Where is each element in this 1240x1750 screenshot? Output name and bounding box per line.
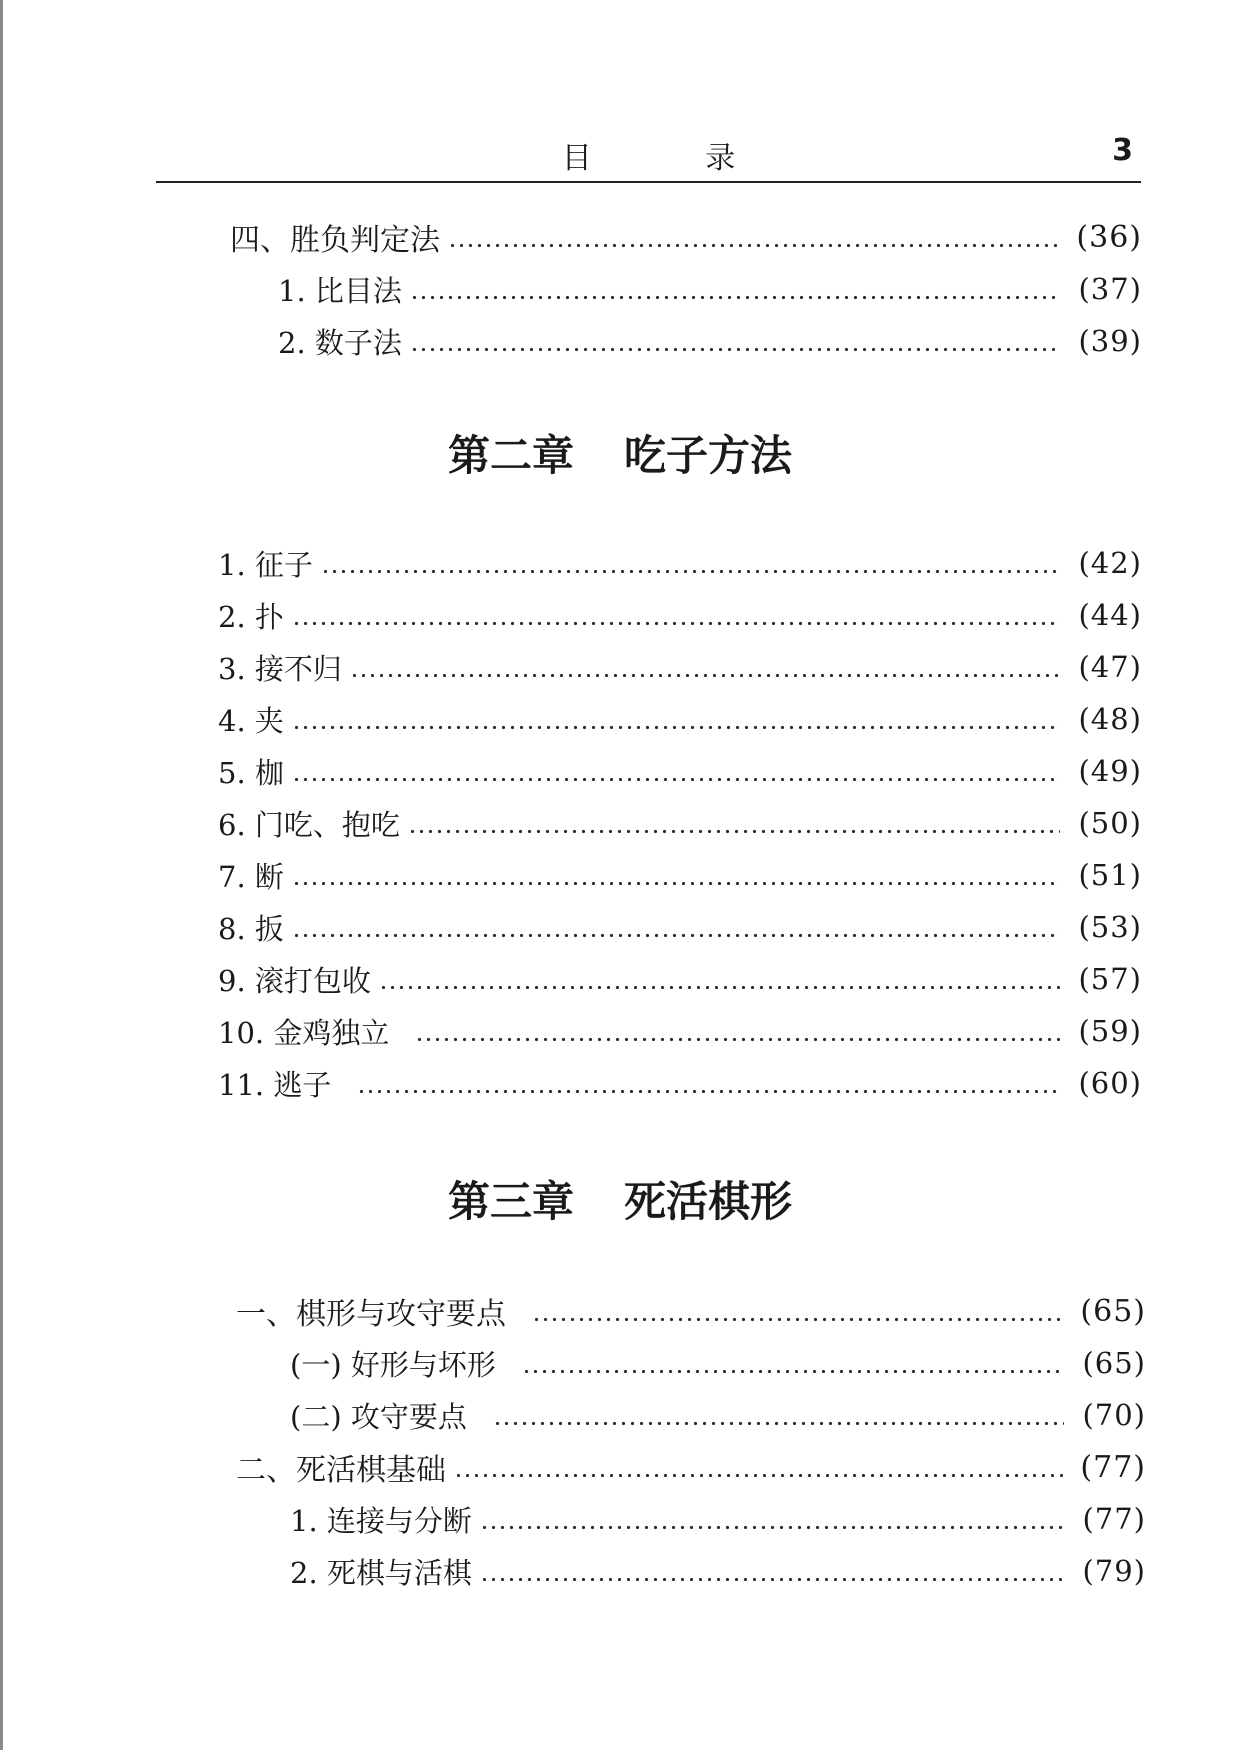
toc-entry[interactable] — [218, 593, 1142, 637]
toc-entry-label: 1. 连接与分断 — [290, 1503, 472, 1538]
toc-leader-dots — [321, 541, 1060, 585]
toc-entry-page: (44) — [1078, 598, 1142, 632]
toc-entry-label: 1. 征子 — [218, 547, 313, 582]
toc-entry[interactable] — [218, 853, 1142, 897]
toc-entry[interactable] — [218, 749, 1142, 793]
toc-entry[interactable] — [290, 1341, 1146, 1385]
toc-entry-page: (60) — [1078, 1066, 1142, 1100]
toc-entry-label: 四、胜负判定法 — [230, 223, 440, 258]
header-page-number: 3 — [1112, 133, 1133, 168]
toc-leader-dots — [410, 267, 1060, 311]
toc-entry[interactable] — [218, 905, 1142, 949]
toc-entry[interactable] — [218, 801, 1142, 845]
toc-entry-label: 2. 死棋与活棋 — [290, 1555, 472, 1590]
toc-leader-dots — [408, 801, 1060, 845]
toc-entry-label: (二) 攻守要点 — [290, 1399, 467, 1434]
chapter-heading — [0, 428, 1240, 484]
chapter-name: 吃子方法 — [624, 431, 793, 480]
toc-leader-dots — [480, 1497, 1064, 1541]
toc-entry-page: (65) — [1080, 1293, 1146, 1329]
toc-leader-dots — [410, 319, 1060, 363]
toc-leader-dots — [379, 957, 1060, 1001]
chapter-number: 第三章 — [447, 1177, 574, 1226]
toc-entry-page: (77) — [1080, 1449, 1146, 1485]
chapter-heading — [0, 1174, 1240, 1230]
toc-entry-label: 5. 枷 — [218, 755, 284, 790]
chapter-number: 第二章 — [447, 431, 574, 480]
toc-leader-dots — [292, 749, 1060, 793]
toc-entry-label: 二、死活棋基础 — [236, 1453, 446, 1488]
toc-entry-label: 11. 逃子 — [218, 1067, 332, 1102]
toc-leader-dots — [292, 853, 1060, 897]
toc-entry-page: (37) — [1078, 272, 1142, 306]
toc-entry-page: (39) — [1078, 324, 1142, 358]
toc-leader-dots — [522, 1341, 1064, 1385]
toc-entry[interactable] — [218, 957, 1142, 1001]
toc-entry-label: 一、棋形与攻守要点 — [236, 1297, 506, 1332]
toc-entry-page: (79) — [1082, 1554, 1146, 1588]
toc-entry-page: (53) — [1078, 910, 1142, 944]
toc-entry-label: 6. 门吃、抱吃 — [218, 807, 400, 842]
toc-entry-label: 9. 滚打包收 — [218, 963, 371, 998]
toc-entry[interactable] — [278, 267, 1142, 311]
toc-entry[interactable] — [236, 1289, 1146, 1333]
toc-leader-dots — [415, 1009, 1060, 1053]
toc-leader-dots — [480, 1549, 1064, 1593]
toc-entry-label: 4. 夹 — [218, 703, 284, 738]
toc-entry-label: (一) 好形与坏形 — [290, 1347, 496, 1382]
toc-entry-label: 1. 比目法 — [278, 273, 402, 308]
toc-entry-page: (47) — [1078, 650, 1142, 684]
toc-leader-dots — [448, 215, 1060, 259]
toc-entry[interactable] — [290, 1393, 1146, 1437]
toc-entry-label: 7. 断 — [218, 859, 284, 894]
toc-leader-dots — [532, 1289, 1064, 1333]
toc-entry[interactable] — [218, 645, 1142, 689]
toc-entry[interactable] — [278, 319, 1142, 363]
toc-entry[interactable] — [218, 697, 1142, 741]
toc-entry-page: (59) — [1078, 1014, 1142, 1048]
toc-entry-page: (70) — [1082, 1398, 1146, 1432]
toc-leader-dots — [357, 1061, 1060, 1105]
header-title: 目 录 — [561, 141, 788, 176]
toc-entry-label: 3. 接不归 — [218, 651, 342, 686]
chapter-name: 死活棋形 — [624, 1177, 793, 1226]
toc-entry-label: 2. 数子法 — [278, 325, 402, 360]
toc-entry-page: (49) — [1078, 754, 1142, 788]
toc-leader-dots — [454, 1445, 1064, 1489]
toc-entry-page: (77) — [1082, 1502, 1146, 1536]
toc-leader-dots — [292, 593, 1060, 637]
toc-entry[interactable] — [218, 1061, 1142, 1105]
toc-entry-label: 8. 扳 — [218, 911, 284, 946]
toc-entry-page: (65) — [1082, 1346, 1146, 1380]
toc-entry[interactable] — [218, 1009, 1142, 1053]
toc-leader-dots — [292, 905, 1060, 949]
toc-entry[interactable] — [218, 541, 1142, 585]
toc-entry-label: 2. 扑 — [218, 599, 284, 634]
toc-entry[interactable] — [236, 1445, 1146, 1489]
toc-entry-page: (42) — [1078, 546, 1142, 580]
toc-entry-page: (50) — [1078, 806, 1142, 840]
toc-entry-page: (36) — [1076, 219, 1142, 255]
running-header — [156, 125, 1141, 183]
toc-entry-page: (57) — [1078, 962, 1142, 996]
toc-leader-dots — [292, 697, 1060, 741]
toc-entry-page: (48) — [1078, 702, 1142, 736]
toc-entry[interactable] — [290, 1497, 1146, 1541]
toc-entry[interactable] — [290, 1549, 1146, 1593]
toc-leader-dots — [493, 1393, 1064, 1437]
toc-entry-label: 10. 金鸡独立 — [218, 1015, 390, 1050]
toc-leader-dots — [350, 645, 1060, 689]
toc-entry-page: (51) — [1078, 858, 1142, 892]
page-edge — [0, 0, 3, 1750]
toc-entry[interactable] — [230, 215, 1142, 259]
